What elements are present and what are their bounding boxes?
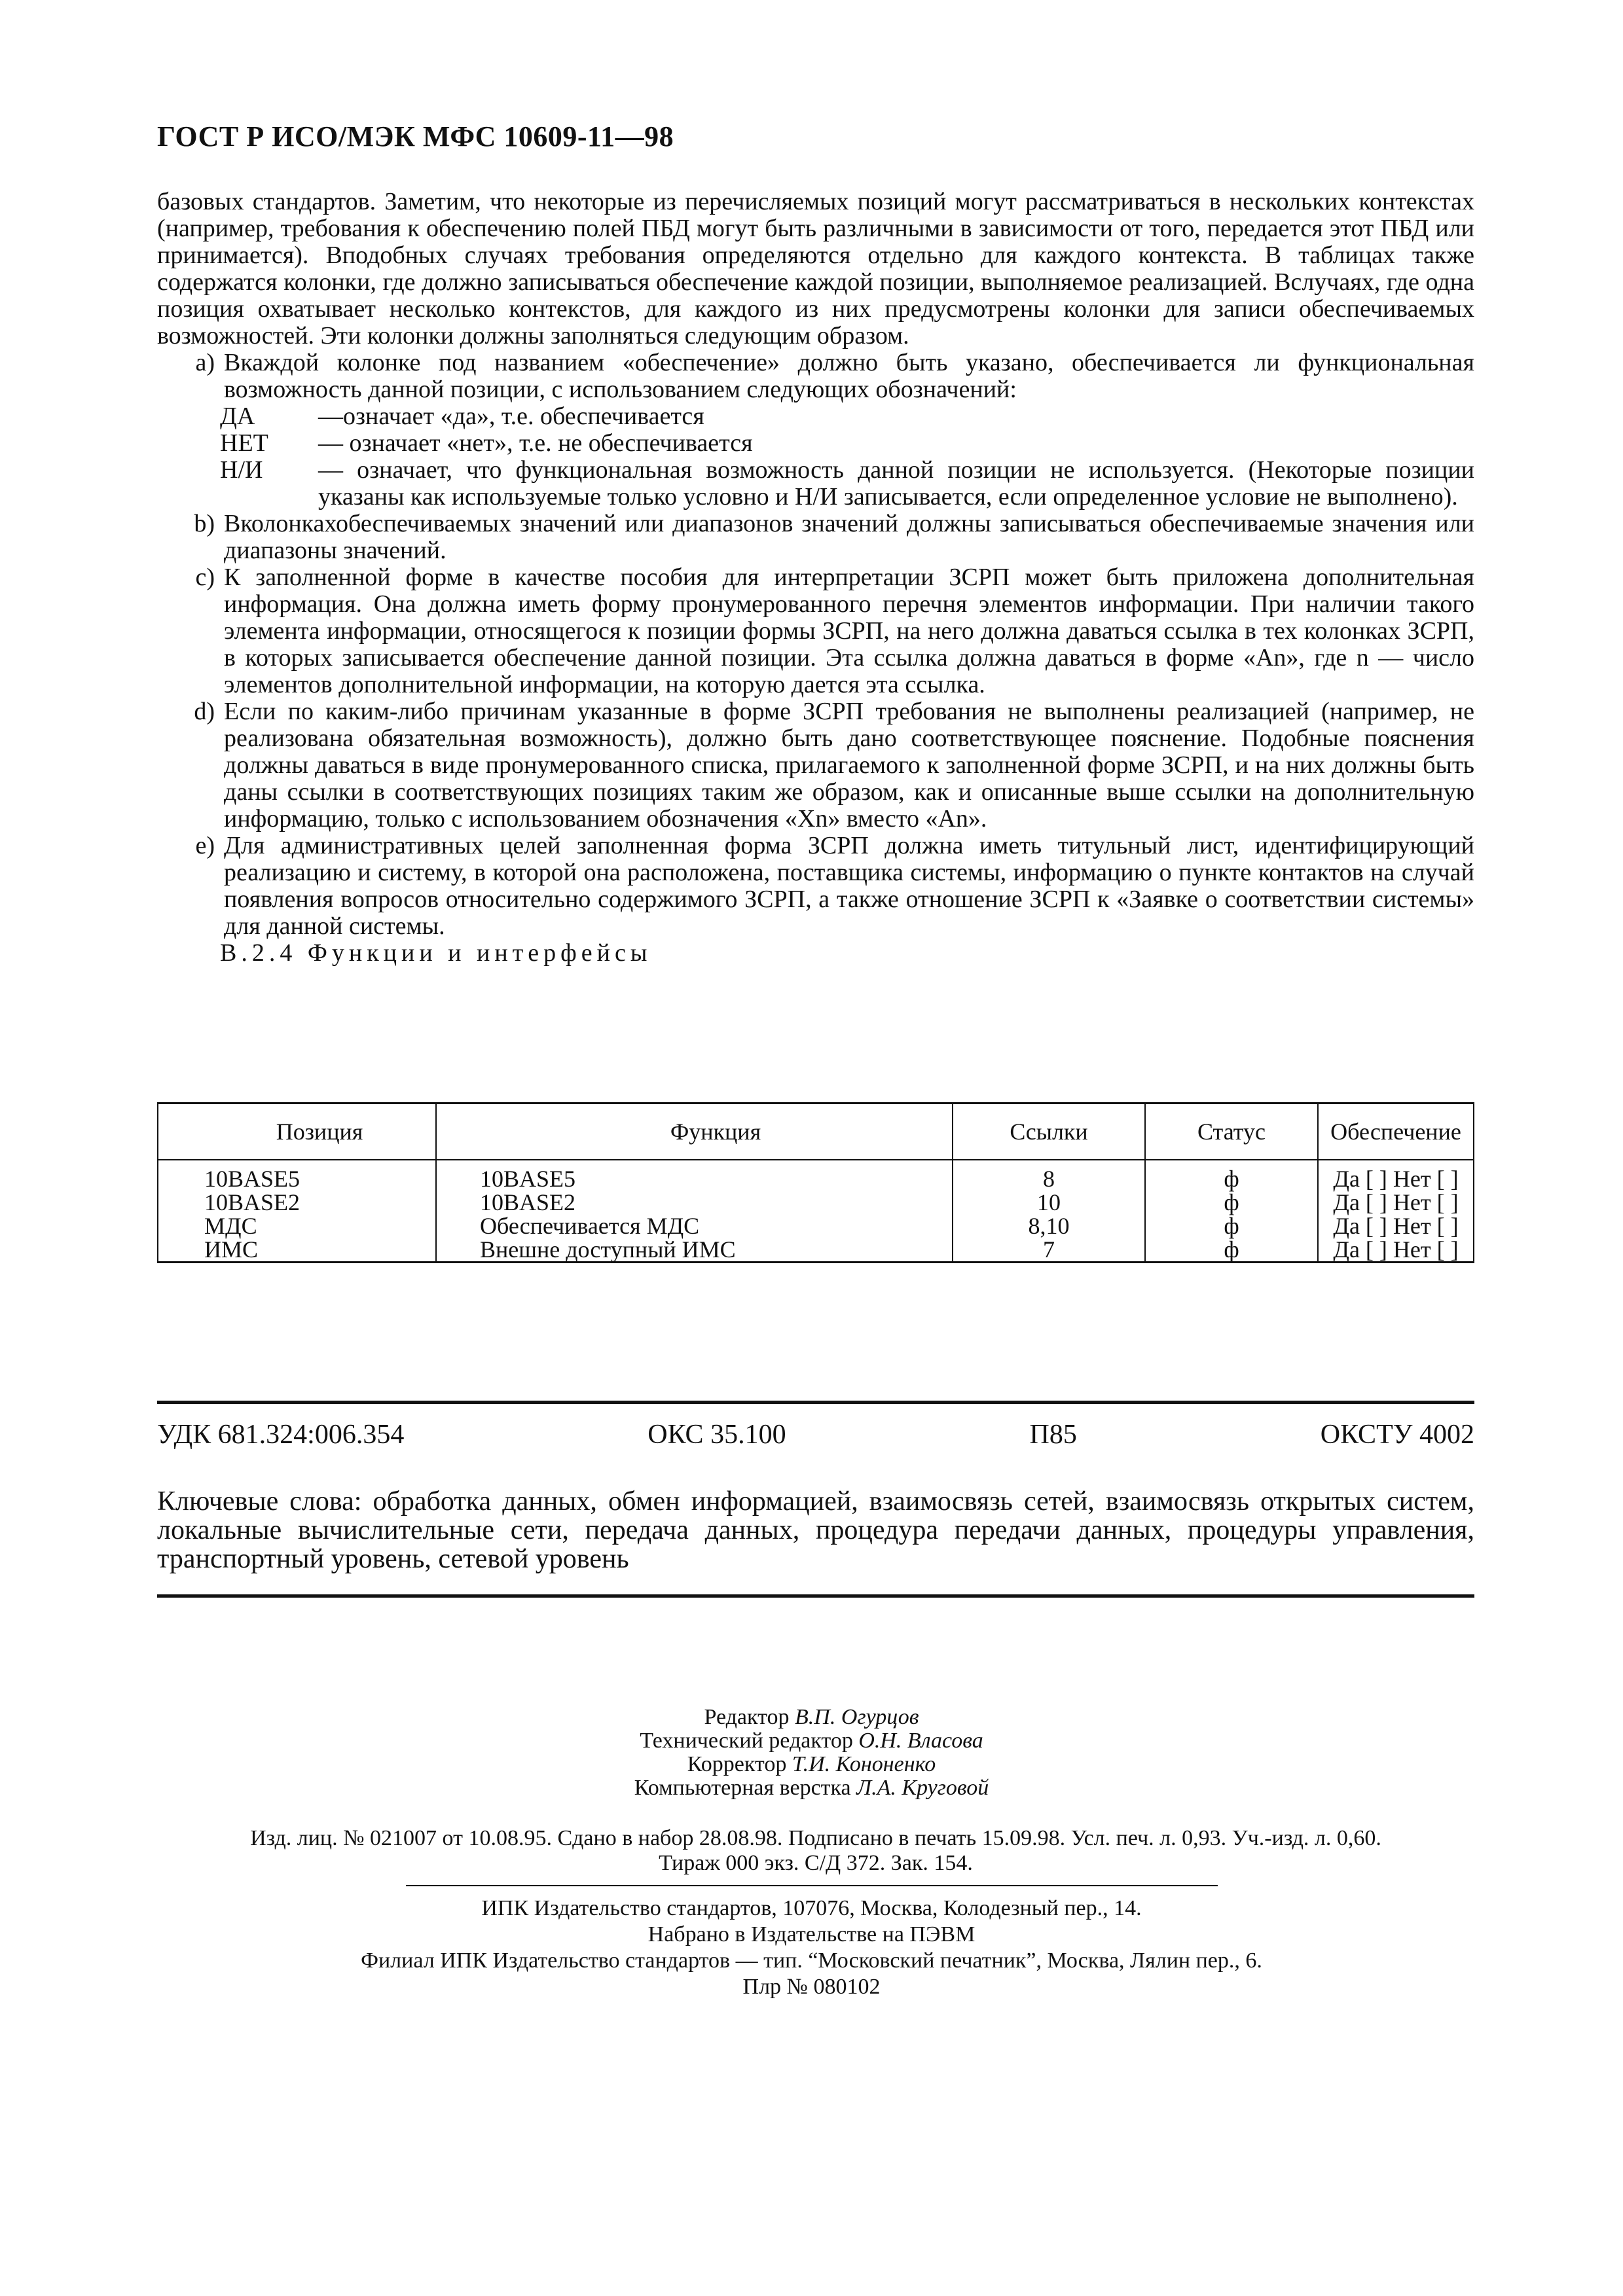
definition-value: —означает «да», т.е. обеспечивается [318, 403, 704, 430]
column-header: Обеспечение [1318, 1103, 1474, 1160]
list-marker: a) [195, 349, 215, 376]
list-item-e [157, 833, 1474, 940]
table-cell: Да [ ] Нет [ ] [1318, 1238, 1474, 1263]
table-cell: Внешне доступный ИМС [436, 1238, 953, 1263]
credit-line [0, 1706, 1623, 1729]
column-header: Функция [436, 1103, 953, 1160]
divider-top [157, 1401, 1474, 1404]
list-marker: d) [194, 698, 215, 725]
table-cell: 10BASE5 [436, 1160, 953, 1191]
credit-name: О.Н. Власова [858, 1729, 983, 1753]
credit-line [0, 1776, 1623, 1800]
table-row [158, 1238, 1474, 1263]
page-header: ГОСТ Р ИСО/МЭК МФС 10609-11—98 [157, 120, 674, 152]
list-item-d [157, 698, 1474, 833]
definition-value: — означает, что функциональная возможность данной позиции не используется. (Некоторые позиции указаны как используемые только условно и Н/И записывается, если определенное условие не выполнено). [318, 456, 1474, 511]
publisher-line: Плр № 080102 [742, 1975, 881, 1999]
credits [0, 1706, 1623, 1800]
definitions [220, 403, 1474, 511]
list-text: Вкаждой колонке под названием «обеспечение» должно быть указано, обеспечивается ли функциональная возможность данной позиции, с использованием следующих обозначений: [224, 349, 1474, 403]
credit-role: Технический редактор [640, 1729, 853, 1753]
table-row [158, 1191, 1474, 1214]
intro-paragraph: базовых стандартов. Заметим, что некоторые из перечисляемых позиций могут рассматриваться в нескольких контекстах (например, требования к обеспечению полей ПБД могут быть различными в зависимости от того, передается этот ПБД или принимается). Вподобных случаях требования определяются отдельно для каждого контекста. В таблицах также содержатся колонки, где должно записываться обеспечение каждой позиции, выполняемое реализацией. Вслучаях, где одна позиция охватывает несколько контекстов, для каждого из них предусмотрены колонки для записи обеспечиваемых возможностей. Эти колонки должны заполняться следующим образом. [157, 188, 1474, 350]
table-cell: Да [ ] Нет [ ] [1318, 1191, 1474, 1214]
table-cell: Да [ ] Нет [ ] [1318, 1214, 1474, 1238]
list-text: К заполненной форме в качестве пособия для интерпретации ЗСРП может быть приложена дополнительная информация. Она должна иметь форму пронумерованного перечня элементов информации. При наличии такого элемента информации, относящегося к позиции формы ЗСРП, на него должна даваться ссылка в тех колонках ЗСРП, в которых записывается обеспечение данной позиции. Эта ссылка должна даваться в форме «An», где n — число элементов дополнительной информации, на которую дается эта ссылка. [224, 564, 1474, 698]
table-cell: 10BASE2 [158, 1191, 436, 1214]
table-row [158, 1214, 1474, 1238]
table-row [158, 1160, 1474, 1191]
column-header: Ссылки [953, 1103, 1145, 1160]
oks-code: ОКС 35.100 [647, 1420, 786, 1450]
divider-thin [406, 1885, 1218, 1886]
divider-bottom [157, 1594, 1474, 1598]
okstu-code: ОКСТУ 4002 [1320, 1420, 1474, 1450]
publisher-line: Филиал ИПК Издательство стандартов — тип. “Московский печатник”, Москва, Лялин пер., 6. [361, 1948, 1262, 1973]
subsection-heading: В.2.4 Функции и интерфейсы [220, 939, 652, 967]
publisher-line: ИПК Издательство стандартов, 107076, Москва, Колодезный пер., 14. [481, 1896, 1142, 1920]
table-cell: Обеспечивается МДС [436, 1214, 953, 1238]
credit-name: В.П. Огурцов [795, 1705, 919, 1729]
table-cell: ф [1145, 1160, 1318, 1191]
credit-line [0, 1729, 1623, 1753]
table-cell: 7 [953, 1238, 1145, 1263]
list-item-a [157, 350, 1474, 403]
definition-key: Н/И [220, 456, 263, 484]
credit-role: Компьютерная верстка [634, 1776, 851, 1800]
table-cell: 10BASE5 [158, 1160, 436, 1191]
imprint-line: Изд. лиц. № 021007 от 10.08.95. Сдано в набор 28.08.98. Подписано в печать 15.09.98. Усл. печ. л. 0,93. Уч.-изд. л. 0,60. [250, 1826, 1381, 1850]
table-cell: 10 [953, 1191, 1145, 1214]
credit-role: Корректор [687, 1752, 787, 1776]
keywords: Ключевые слова: обработка данных, обмен информацией, взаимосвязь сетей, взаимосвязь открытых систем, локальные вычислительные сети, передача данных, процедура передачи данных, процедуры управления, транспортный уровень, сетевой уровень [157, 1486, 1474, 1574]
credit-role: Редактор [704, 1705, 790, 1729]
table-header-row [158, 1103, 1474, 1160]
classification-line [157, 1419, 1474, 1450]
list-marker: e) [195, 832, 215, 859]
table-cell: ф [1145, 1238, 1318, 1263]
functions-table [157, 1102, 1474, 1263]
body-text [157, 188, 1474, 967]
definition-value: — означает «нет», т.е. не обеспечивается [318, 429, 753, 457]
column-header: Позиция [158, 1103, 436, 1160]
table-cell: ф [1145, 1214, 1318, 1238]
credit-name: Л.А. Круговой [856, 1776, 989, 1800]
table-cell: МДС [158, 1214, 436, 1238]
credit-name: Т.И. Кононенко [792, 1752, 936, 1776]
publisher [0, 1895, 1623, 2000]
table-cell: ф [1145, 1191, 1318, 1214]
list-marker: c) [195, 564, 215, 591]
definition-yes [220, 403, 1474, 430]
list-item-b [157, 511, 1474, 564]
imprint-line: Тираж 000 экз. С/Д 372. Зак. 154. [659, 1851, 973, 1875]
definition-na [220, 457, 1474, 511]
list-item-c [157, 564, 1474, 698]
list-marker: b) [194, 510, 215, 537]
imprint [157, 1826, 1474, 1876]
definition-no [220, 430, 1474, 457]
list-text: Вколонкахобеспечиваемых значений или диапазонов значений должны записываться обеспечиваемые значения или диапазоны значений. [224, 510, 1474, 564]
publisher-line: Набрано в Издательстве на ПЭВМ [647, 1922, 976, 1946]
list-text: Если по каким-либо причинам указанные в форме ЗСРП требования не выполнены реализацией (например, не реализована обязательная возможность), должно быть дано соответствующее пояснение. Подобные пояснения должны даваться в виде пронумерованного списка, прилагаемого к заполненной форме ЗСРП, и на них должны быть даны ссылки в соответствующих позициях таким же образом, как и описанные выше ссылки на дополнительную информацию, только с использованием обозначения «Xn» вместо «An». [224, 698, 1474, 833]
definition-key: ДА [220, 403, 255, 430]
table-cell: Да [ ] Нет [ ] [1318, 1160, 1474, 1191]
table-cell: 10BASE2 [436, 1191, 953, 1214]
definition-key: НЕТ [220, 429, 268, 457]
column-header: Статус [1145, 1103, 1318, 1160]
udk-code: УДК 681.324:006.354 [157, 1420, 405, 1450]
table-cell: 8,10 [953, 1214, 1145, 1238]
list-text: Для административных целей заполненная форма ЗСРП должна иметь титульный лист, идентифицирующий реализацию и систему, в которой она расположена, поставщика системы, информацию о пункте контактов на случай появления вопросов относительно содержимого ЗСРП, а также отношение ЗСРП к «Заявке о соответствии системы» для данной системы. [224, 832, 1474, 940]
table-cell: ИМС [158, 1238, 436, 1263]
credit-line [0, 1753, 1623, 1776]
p-code: П85 [1029, 1420, 1077, 1450]
table-cell: 8 [953, 1160, 1145, 1191]
